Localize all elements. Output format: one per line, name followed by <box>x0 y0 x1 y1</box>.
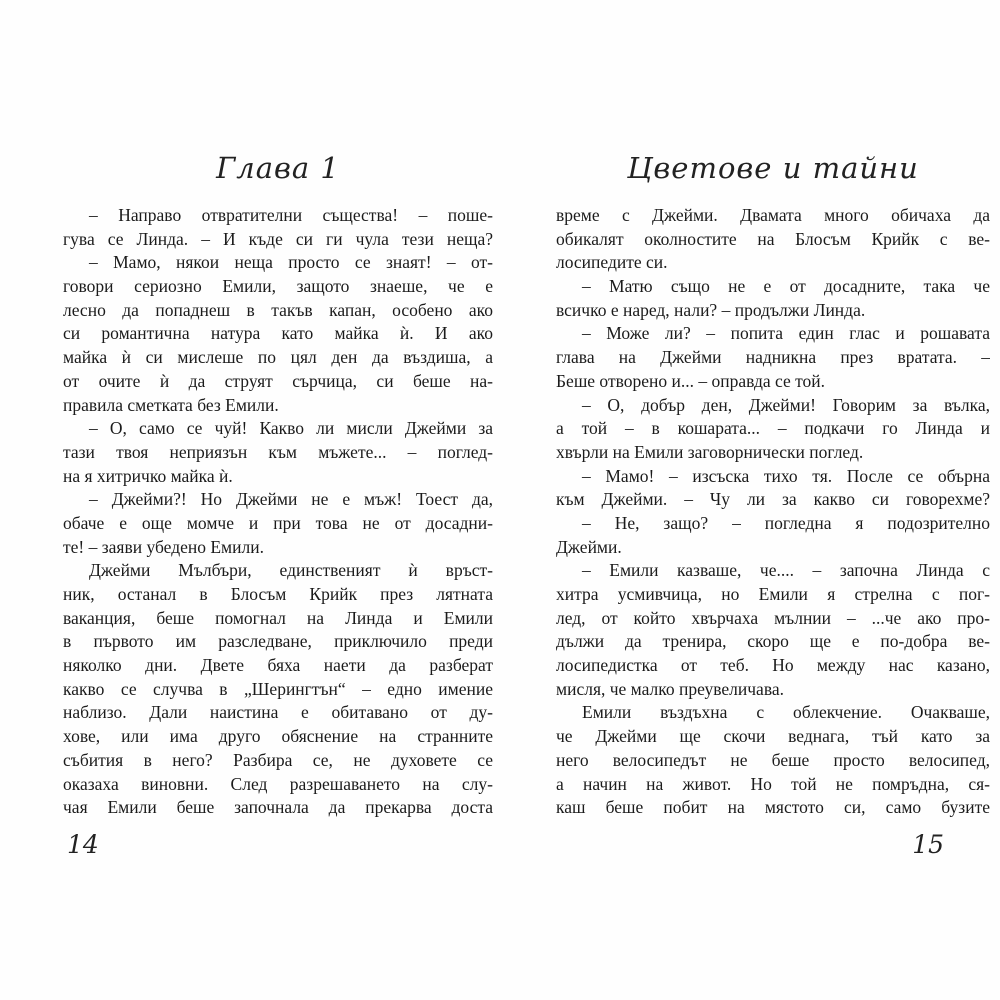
text-line: лосипедите си. <box>556 252 668 273</box>
text-line: а той – в кошарата... – подкачи го Линда и <box>556 418 990 439</box>
text-line: лосипедистка от теб. Но между нас казано, <box>556 655 990 676</box>
text-line: обаче е още момче и при това не от досадни- <box>63 512 493 533</box>
text-line: – О, само се чуй! Какво ли мисли Джейми за <box>89 418 493 439</box>
text-line: а начин на живот. Но той не помръдна, ся- <box>556 773 990 794</box>
text-line: Джейми Мълбъри, единственият ѝ връст- <box>89 560 493 581</box>
text-line: обикалят околностите на Блосъм Крийк с ве- <box>556 228 990 249</box>
text-line: ваканция, беше помогнал на Линда и Емили <box>63 607 493 628</box>
text-line: глава на Джейми надникна през вратата. – <box>556 347 990 368</box>
text-line: – О, добър ден, Джейми! Говорим за вълка, <box>582 394 990 415</box>
text-line: време с Джейми. Двамата много обичаха да <box>556 205 990 225</box>
text-line: оказаха виновни. След разрешаването на слу- <box>63 773 493 794</box>
page-right-body <box>556 204 990 820</box>
text-line: – Направо отвратителни същества! – поше- <box>89 205 493 225</box>
text-line: хове, или има друго обяснение на странните <box>63 726 493 747</box>
text-line: на я хитричко майка ѝ. <box>63 465 233 486</box>
text-line: Джейми. <box>556 536 622 557</box>
text-line: какво се случва в „Шерингтън“ – едно имение <box>63 678 493 699</box>
text-line: – Емили казваше, че.... – започна Линда с <box>582 560 990 581</box>
text-line: дължи да тренира, скоро ще е по-добра ве- <box>556 631 990 652</box>
text-line: – Джейми?! Но Джейми не е мъж! Тоест да, <box>89 489 493 510</box>
page-left <box>63 146 493 906</box>
text-line: от очите ѝ да струят сърчица, си беше на- <box>63 370 493 391</box>
text-line: – Мамо! – изсъска тихо тя. После се обърна <box>582 465 990 486</box>
text-line: лесно да попаднеш в такъв капан, особено ако <box>63 299 493 320</box>
text-line: каш беше побит на мястото си, само бузите <box>556 797 990 818</box>
text-line: събития в него? Разбира се, не духовете се <box>63 749 493 770</box>
text-line: мисля, че малко преувеличава. <box>556 678 784 699</box>
text-line: говори сериозно Емили, защото знаеше, че е <box>63 276 493 297</box>
text-line: в първото им разследване, приключило преди <box>63 631 493 652</box>
text-line: хвърли на Емили заговорнически поглед. <box>556 441 864 462</box>
text-line: – Не, защо? – погледна я подозрително <box>582 512 990 533</box>
text-line: че Джейми ще скочи веднага, тъй като за <box>556 726 990 747</box>
text-line: наблизо. Дали наистина е обитавано от ду- <box>63 702 493 723</box>
text-line: – Матю също не е от досадните, така че <box>582 276 990 297</box>
text-line: – Мамо, някои неща просто се знаят! – от- <box>89 252 493 273</box>
text-line: си романтична натура като майка ѝ. И ако <box>63 323 493 344</box>
page-number-right: 15 <box>912 830 944 859</box>
text-line: Емили въздъхна с облекчение. Очакваше, <box>582 702 990 723</box>
text-line: всичко е наред, нали? – продължи Линда. <box>556 299 866 320</box>
text-line: тази твоя неприязън към мъжете... – поглед- <box>63 441 493 462</box>
text-line: правила сметката без Емили. <box>63 394 279 415</box>
text-line: няколко дни. Двете бяха наети да разберат <box>63 655 493 676</box>
text-line: – Може ли? – попита един глас и рошавата <box>582 323 990 344</box>
text-line: гува се Линда. – И къде си ги чула тези неща? <box>63 228 493 249</box>
page-right <box>556 146 990 906</box>
page-left-body <box>63 204 493 820</box>
chapter-heading: Глава 1 <box>216 151 340 185</box>
text-line: към Джейми. – Чу ли за какво си говорехме? <box>556 489 990 510</box>
text-line: лед, от който хвърчаха мълнии – ...че ако про- <box>556 607 990 628</box>
text-line: ник, останал в Блосъм Крийк през лятната <box>63 584 493 604</box>
text-line: Беше отворено и... – оправда се той. <box>556 370 826 391</box>
text-line: майка ѝ си мислеше по цял ден да въздиша, а <box>63 347 493 368</box>
text-line: хитра усмивчица, но Емили я стрелна с пог- <box>556 584 990 604</box>
text-line: чая Емили беше започнала да прекарва доста <box>63 797 493 818</box>
text-line: те! – заяви убедено Емили. <box>63 536 264 557</box>
page-number-left: 14 <box>67 830 99 859</box>
text-line: него велосипедът не беше просто велосипед, <box>556 749 990 770</box>
running-head: Цветове и тайни <box>627 151 919 185</box>
